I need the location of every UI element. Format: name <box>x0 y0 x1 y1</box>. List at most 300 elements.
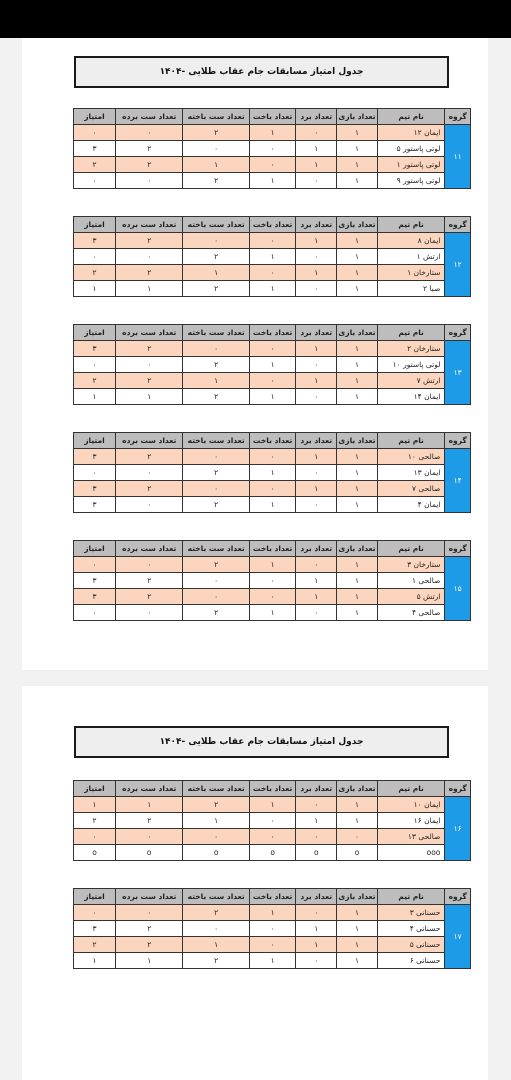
played-cell: ۱ <box>337 265 378 281</box>
column-header: تعداد برد <box>296 325 337 341</box>
column-header: تعداد ست برده <box>115 217 183 233</box>
lost-cell: ۰ <box>249 829 296 845</box>
group-table <box>73 540 471 621</box>
sets-won-cell: ۲ <box>115 341 183 357</box>
column-header: امتیاز <box>74 109 116 125</box>
column-header: تعداد باخت <box>249 325 296 341</box>
sets-won-cell: ۰ <box>115 905 183 921</box>
table-row <box>74 797 471 813</box>
team-name-cell: ستارخان ۳ <box>377 557 445 573</box>
lost-cell: ۰ <box>249 233 296 249</box>
team-name-cell: حسنانی ۵ <box>377 937 445 953</box>
group-table <box>73 780 471 861</box>
column-header: امتیاز <box>74 433 116 449</box>
header-row <box>74 217 471 233</box>
column-header: نام تیم <box>377 889 445 905</box>
points-cell: ۳ <box>74 497 116 513</box>
won-cell: ۰ <box>296 953 337 969</box>
played-cell: ۱ <box>337 813 378 829</box>
group-number: ۱۱ <box>445 125 471 189</box>
table-row <box>74 813 471 829</box>
table-row <box>74 557 471 573</box>
lost-cell: ۰ <box>249 921 296 937</box>
team-name-cell: ایمان ۱۳ <box>377 465 445 481</box>
played-cell: ۱ <box>337 921 378 937</box>
won-cell: ۰ <box>296 497 337 513</box>
sets-won-cell: ۱ <box>115 797 183 813</box>
lost-cell: ۰ <box>249 449 296 465</box>
lost-cell: ۱ <box>249 249 296 265</box>
team-name-cell: صالحی ۷ <box>377 481 445 497</box>
played-cell: ۱ <box>337 481 378 497</box>
column-header: نام تیم <box>377 433 445 449</box>
points-cell: ۳ <box>74 921 116 937</box>
played-cell: ۱ <box>337 953 378 969</box>
played-cell: ۱ <box>337 465 378 481</box>
sets-lost-cell: ۰ <box>183 573 249 589</box>
lost-cell: ۰ <box>249 937 296 953</box>
sets-lost-cell: ۰ <box>183 921 249 937</box>
points-cell: ۲ <box>74 813 116 829</box>
table-row <box>74 389 471 405</box>
table-row <box>74 141 471 157</box>
sets-lost-cell: ۲ <box>183 605 249 621</box>
points-cell: ۲ <box>74 373 116 389</box>
column-header: امتیاز <box>74 217 116 233</box>
played-cell: ۱ <box>337 605 378 621</box>
points-cell: ۱ <box>74 797 116 813</box>
won-cell: ۱ <box>296 573 337 589</box>
table-row <box>74 589 471 605</box>
table-row <box>74 573 471 589</box>
column-header: تعداد ست باخته <box>183 781 249 797</box>
group-table <box>73 108 471 189</box>
column-header: نام تیم <box>377 217 445 233</box>
sets-lost-cell: ۱ <box>183 373 249 389</box>
team-name-cell: ooo <box>377 845 445 861</box>
played-cell: ۱ <box>337 373 378 389</box>
column-header: تعداد برد <box>296 781 337 797</box>
column-header: تعداد برد <box>296 889 337 905</box>
team-name-cell: ایمان ۴ <box>377 497 445 513</box>
points-cell: ۰ <box>74 905 116 921</box>
won-cell: ۱ <box>296 157 337 173</box>
points-cell: ۱ <box>74 389 116 405</box>
team-name-cell: حسنانی ۳ <box>377 905 445 921</box>
played-cell: ۱ <box>337 573 378 589</box>
column-header: تعداد ست برده <box>115 541 183 557</box>
won-cell: ۰ <box>296 281 337 297</box>
table-row <box>74 265 471 281</box>
lost-cell: ۱ <box>249 797 296 813</box>
table-row <box>74 845 471 861</box>
played-cell: ۱ <box>337 389 378 405</box>
lost-cell: o <box>249 845 296 861</box>
won-cell: ۱ <box>296 481 337 497</box>
lost-cell: ۱ <box>249 389 296 405</box>
table-row <box>74 905 471 921</box>
lost-cell: ۱ <box>249 557 296 573</box>
sets-lost-cell: ۰ <box>183 233 249 249</box>
column-header: تعداد بازی <box>337 325 378 341</box>
sets-won-cell: ۲ <box>115 921 183 937</box>
group-table <box>73 216 471 297</box>
points-cell: ۰ <box>74 357 116 373</box>
won-cell: ۰ <box>296 797 337 813</box>
lost-cell: ۰ <box>249 481 296 497</box>
points-cell: o <box>74 845 116 861</box>
sets-won-cell: ۲ <box>115 573 183 589</box>
lost-cell: ۰ <box>249 813 296 829</box>
top-status-bar <box>0 0 511 38</box>
group-number: ۱۳ <box>445 341 471 405</box>
team-name-cell: ارتش ۷ <box>377 373 445 389</box>
team-name-cell: لوتی پاستور ۱۰ <box>377 357 445 373</box>
sets-won-cell: ۲ <box>115 813 183 829</box>
won-cell: ۱ <box>296 373 337 389</box>
table-row <box>74 373 471 389</box>
points-cell: ۰ <box>74 249 116 265</box>
sets-lost-cell: ۲ <box>183 797 249 813</box>
lost-cell: ۱ <box>249 953 296 969</box>
column-header: نام تیم <box>377 781 445 797</box>
points-cell: ۳ <box>74 233 116 249</box>
points-cell: ۱ <box>74 281 116 297</box>
group-table <box>73 888 471 969</box>
team-name-cell: ایمان ۱۰ <box>377 797 445 813</box>
won-cell: ۰ <box>296 829 337 845</box>
points-cell: ۳ <box>74 449 116 465</box>
lost-cell: ۱ <box>249 357 296 373</box>
points-cell: ۰ <box>74 465 116 481</box>
table-row <box>74 249 471 265</box>
table-row <box>74 125 471 141</box>
sets-won-cell: ۰ <box>115 249 183 265</box>
column-header: تعداد ست باخته <box>183 109 249 125</box>
sets-won-cell: ۰ <box>115 173 183 189</box>
sets-won-cell: o <box>115 845 183 861</box>
sets-won-cell: ۱ <box>115 389 183 405</box>
sets-won-cell: ۰ <box>115 357 183 373</box>
group-table <box>73 432 471 513</box>
team-name-cell: ستارخان ۲ <box>377 341 445 357</box>
points-cell: ۲ <box>74 157 116 173</box>
team-name-cell: صالحی ۱ <box>377 573 445 589</box>
header-row <box>74 541 471 557</box>
won-cell: ۱ <box>296 449 337 465</box>
played-cell: ۱ <box>337 141 378 157</box>
column-header: نام تیم <box>377 541 445 557</box>
sets-won-cell: ۲ <box>115 937 183 953</box>
column-header: گروه <box>445 433 471 449</box>
table-row <box>74 481 471 497</box>
played-cell: ۱ <box>337 173 378 189</box>
won-cell: ۱ <box>296 921 337 937</box>
sets-won-cell: ۰ <box>115 605 183 621</box>
points-cell: ۰ <box>74 605 116 621</box>
won-cell: ۰ <box>296 905 337 921</box>
team-name-cell: صالحی ۱۰ <box>377 449 445 465</box>
sets-won-cell: ۱ <box>115 953 183 969</box>
won-cell: ۰ <box>296 125 337 141</box>
lost-cell: ۰ <box>249 573 296 589</box>
lost-cell: ۰ <box>249 265 296 281</box>
column-header: تعداد ست برده <box>115 781 183 797</box>
group-number: ۱۷ <box>445 905 471 969</box>
played-cell: ۰ <box>337 829 378 845</box>
table-row <box>74 281 471 297</box>
group-table <box>73 324 471 405</box>
table-row <box>74 953 471 969</box>
table-row <box>74 937 471 953</box>
lost-cell: ۰ <box>249 141 296 157</box>
sets-lost-cell: ۰ <box>183 141 249 157</box>
column-header: تعداد برد <box>296 217 337 233</box>
column-header: تعداد برد <box>296 541 337 557</box>
played-cell: ۱ <box>337 249 378 265</box>
lost-cell: ۱ <box>249 605 296 621</box>
points-cell: ۲ <box>74 265 116 281</box>
won-cell: ۱ <box>296 937 337 953</box>
table-row <box>74 173 471 189</box>
sets-lost-cell: ۲ <box>183 389 249 405</box>
points-cell: ۳ <box>74 573 116 589</box>
points-cell: ۳ <box>74 341 116 357</box>
points-cell: ۰ <box>74 125 116 141</box>
sets-lost-cell: ۲ <box>183 905 249 921</box>
page-title: جدول امتیاز مسابقات جام عقاب طلایی -۱۴۰۴ <box>74 56 449 88</box>
sets-lost-cell: o <box>183 845 249 861</box>
column-header: تعداد بازی <box>337 433 378 449</box>
header-row <box>74 109 471 125</box>
played-cell: ۱ <box>337 449 378 465</box>
sets-lost-cell: ۲ <box>183 557 249 573</box>
points-cell: ۰ <box>74 173 116 189</box>
lost-cell: ۰ <box>249 589 296 605</box>
team-name-cell: صالحی ۱۳ <box>377 829 445 845</box>
played-cell: ۱ <box>337 937 378 953</box>
sets-won-cell: ۲ <box>115 589 183 605</box>
lost-cell: ۱ <box>249 497 296 513</box>
played-cell: ۱ <box>337 233 378 249</box>
column-header: تعداد باخت <box>249 109 296 125</box>
column-header: تعداد برد <box>296 109 337 125</box>
lost-cell: ۰ <box>249 157 296 173</box>
table-row <box>74 233 471 249</box>
column-header: گروه <box>445 541 471 557</box>
team-name-cell: ستارخان ۱ <box>377 265 445 281</box>
column-header: تعداد باخت <box>249 433 296 449</box>
column-header: گروه <box>445 109 471 125</box>
points-cell: ۳ <box>74 589 116 605</box>
table-row <box>74 829 471 845</box>
column-header: نام تیم <box>377 325 445 341</box>
header-row <box>74 325 471 341</box>
group-number: ۱۶ <box>445 797 471 861</box>
team-name-cell: لوتی پاستور ۹ <box>377 173 445 189</box>
document-page-1 <box>22 38 488 670</box>
column-header: امتیاز <box>74 781 116 797</box>
points-cell: ۰ <box>74 829 116 845</box>
sets-lost-cell: ۱ <box>183 937 249 953</box>
column-header: تعداد ست باخته <box>183 889 249 905</box>
team-name-cell: ایمان ۸ <box>377 233 445 249</box>
won-cell: ۱ <box>296 589 337 605</box>
won-cell: ۱ <box>296 141 337 157</box>
sets-won-cell: ۰ <box>115 465 183 481</box>
sets-lost-cell: ۰ <box>183 449 249 465</box>
sets-lost-cell: ۰ <box>183 829 249 845</box>
table-row <box>74 921 471 937</box>
group-number: ۱۵ <box>445 557 471 621</box>
played-cell: ۱ <box>337 589 378 605</box>
column-header: نام تیم <box>377 109 445 125</box>
sets-won-cell: ۲ <box>115 157 183 173</box>
column-header: تعداد بازی <box>337 781 378 797</box>
played-cell: ۱ <box>337 797 378 813</box>
group-number: ۱۲ <box>445 233 471 297</box>
column-header: امتیاز <box>74 541 116 557</box>
points-cell: ۲ <box>74 937 116 953</box>
column-header: تعداد ست برده <box>115 109 183 125</box>
column-header: تعداد باخت <box>249 889 296 905</box>
sets-won-cell: ۲ <box>115 141 183 157</box>
team-name-cell: حسنانی ۶ <box>377 953 445 969</box>
played-cell: ۱ <box>337 341 378 357</box>
column-header: تعداد بازی <box>337 889 378 905</box>
sets-lost-cell: ۰ <box>183 341 249 357</box>
document-page-2 <box>22 686 488 1080</box>
sets-won-cell: ۰ <box>115 125 183 141</box>
sets-won-cell: ۱ <box>115 281 183 297</box>
sets-won-cell: ۲ <box>115 265 183 281</box>
table-row <box>74 357 471 373</box>
won-cell: ۰ <box>296 357 337 373</box>
points-cell: ۳ <box>74 481 116 497</box>
team-name-cell: لوتی پاستور ۱ <box>377 157 445 173</box>
points-cell: ۰ <box>74 557 116 573</box>
column-header: تعداد بازی <box>337 217 378 233</box>
sets-lost-cell: ۲ <box>183 497 249 513</box>
won-cell: ۰ <box>296 389 337 405</box>
column-header: تعداد ست باخته <box>183 325 249 341</box>
column-header: گروه <box>445 325 471 341</box>
team-name-cell: صالحی ۴ <box>377 605 445 621</box>
sets-won-cell: ۰ <box>115 829 183 845</box>
sets-lost-cell: ۲ <box>183 249 249 265</box>
sets-lost-cell: ۱ <box>183 813 249 829</box>
played-cell: o <box>337 845 378 861</box>
column-header: تعداد ست برده <box>115 889 183 905</box>
team-name-cell: ارتش ۱ <box>377 249 445 265</box>
sets-lost-cell: ۲ <box>183 281 249 297</box>
won-cell: ۰ <box>296 465 337 481</box>
lost-cell: ۱ <box>249 125 296 141</box>
header-row <box>74 433 471 449</box>
team-name-cell: ایمان ۱۶ <box>377 813 445 829</box>
sets-lost-cell: ۱ <box>183 157 249 173</box>
header-row <box>74 781 471 797</box>
table-row <box>74 341 471 357</box>
header-row <box>74 889 471 905</box>
table-row <box>74 449 471 465</box>
lost-cell: ۰ <box>249 373 296 389</box>
sets-won-cell: ۲ <box>115 373 183 389</box>
sets-lost-cell: ۲ <box>183 465 249 481</box>
table-row <box>74 497 471 513</box>
sets-won-cell: ۲ <box>115 481 183 497</box>
sets-lost-cell: ۱ <box>183 265 249 281</box>
lost-cell: ۱ <box>249 905 296 921</box>
sets-won-cell: ۲ <box>115 449 183 465</box>
column-header: تعداد باخت <box>249 541 296 557</box>
sets-lost-cell: ۲ <box>183 953 249 969</box>
won-cell: ۰ <box>296 173 337 189</box>
column-header: تعداد باخت <box>249 781 296 797</box>
played-cell: ۱ <box>337 497 378 513</box>
team-name-cell: صبا ۲ <box>377 281 445 297</box>
sets-lost-cell: ۲ <box>183 125 249 141</box>
won-cell: ۰ <box>296 249 337 265</box>
team-name-cell: ایمان ۱۴ <box>377 389 445 405</box>
sets-lost-cell: ۰ <box>183 589 249 605</box>
played-cell: ۱ <box>337 157 378 173</box>
lost-cell: ۱ <box>249 173 296 189</box>
points-cell: ۳ <box>74 141 116 157</box>
played-cell: ۱ <box>337 357 378 373</box>
column-header: تعداد ست برده <box>115 433 183 449</box>
sets-lost-cell: ۰ <box>183 481 249 497</box>
column-header: تعداد باخت <box>249 217 296 233</box>
points-cell: ۱ <box>74 953 116 969</box>
won-cell: ۱ <box>296 813 337 829</box>
lost-cell: ۱ <box>249 281 296 297</box>
played-cell: ۱ <box>337 281 378 297</box>
won-cell: ۰ <box>296 557 337 573</box>
table-row <box>74 157 471 173</box>
column-header: تعداد بازی <box>337 541 378 557</box>
won-cell: o <box>296 845 337 861</box>
won-cell: ۱ <box>296 265 337 281</box>
lost-cell: ۰ <box>249 341 296 357</box>
won-cell: ۰ <box>296 605 337 621</box>
team-name-cell: ایمان ۱۲ <box>377 125 445 141</box>
played-cell: ۱ <box>337 557 378 573</box>
lost-cell: ۱ <box>249 465 296 481</box>
column-header: گروه <box>445 889 471 905</box>
column-header: تعداد ست باخته <box>183 541 249 557</box>
column-header: گروه <box>445 781 471 797</box>
team-name-cell: ارتش ۵ <box>377 589 445 605</box>
team-name-cell: حسنانی ۴ <box>377 921 445 937</box>
sets-won-cell: ۲ <box>115 233 183 249</box>
table-row <box>74 605 471 621</box>
column-header: گروه <box>445 217 471 233</box>
column-header: امتیاز <box>74 889 116 905</box>
played-cell: ۱ <box>337 905 378 921</box>
won-cell: ۱ <box>296 341 337 357</box>
sets-won-cell: ۰ <box>115 497 183 513</box>
column-header: امتیاز <box>74 325 116 341</box>
column-header: تعداد بازی <box>337 109 378 125</box>
table-row <box>74 465 471 481</box>
column-header: تعداد ست باخته <box>183 433 249 449</box>
page-title-2: جدول امتیاز مسابقات جام عقاب طلایی -۱۴۰۴ <box>74 726 449 758</box>
won-cell: ۱ <box>296 233 337 249</box>
column-header: تعداد برد <box>296 433 337 449</box>
played-cell: ۱ <box>337 125 378 141</box>
sets-lost-cell: ۲ <box>183 173 249 189</box>
